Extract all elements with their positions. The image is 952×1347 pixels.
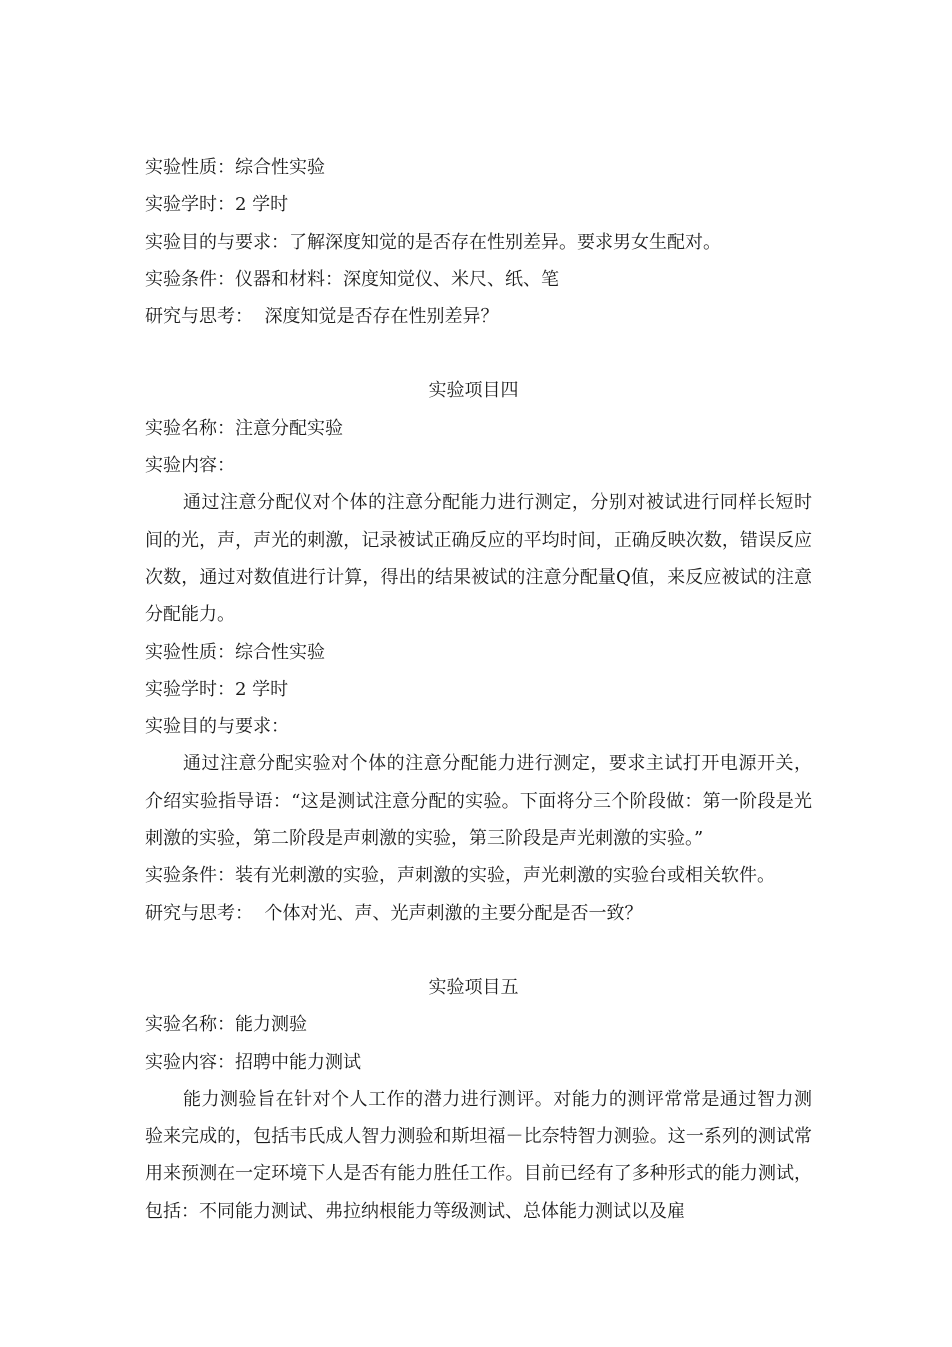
project4-conditions: 实验条件：装有光刺激的实验，声刺激的实验，声光刺激的实验台或相关软件。 [145,865,775,887]
project4-heading: 实验项目四 [428,380,519,402]
project4-name: 实验名称：注意分配实验 [145,417,343,439]
project5-content: 实验内容：招聘中能力测试 [145,1051,361,1073]
spacer [145,932,812,969]
experiment-goal: 实验目的与要求：了解深度知觉的是否存在性别差异。要求男女生配对。 [145,231,721,253]
spacer [145,335,812,372]
project4-content-text: 通过注意分配仪对个体的注意分配能力进行测定，分别对被试进行同样长短时间的光，声，声光的刺激，记录被试正确反应的平均时间，正确反映次数，错误反应次数，通过对数值进行计算，得出的结果被试的注意分配量Q值，来反应被试的注意分配能力。 [145,492,812,626]
project4-nature: 实验性质：综合性实验 [145,641,325,663]
experiment-hours: 实验学时：2 学时 [145,194,289,216]
project5-heading: 实验项目五 [428,976,519,998]
experiment-research: 研究与思考： 深度知觉是否存在性别差异？ [145,306,499,328]
project5-name: 实验名称：能力测验 [145,1014,307,1036]
project4-hours: 实验学时：2 学时 [145,678,289,700]
experiment-conditions: 实验条件：仪器和材料：深度知觉仪、米尺、纸、笔 [145,268,559,290]
experiment-nature: 实验性质：综合性实验 [145,157,325,178]
project4-goal-text: 通过注意分配实验对个体的注意分配能力进行测定，要求主试打开电源开关，介绍实验指导语：“这是测试注意分配的实验。下面将分三个阶段做：第一阶段是光刺激的实验，第二阶段是声刺激的实验，第三阶段是声光刺激的实验。” [145,753,812,850]
project4-research: 研究与思考： 个体对光、声、光声刺激的主要分配是否一致？ [145,902,643,924]
project5-content-text: 能力测验旨在针对个人工作的潜力进行测评。对能力的测评常常是通过智力测验来完成的，包括韦氏成人智力测验和斯坦福－比奈特智力测验。这一系列的测试常用来预测在一定环境下人是否有能力胜任工作。目前已经有了多种形式的能力测试，包括：不同能力测试、弗拉纳根能力等级测试、总体能力测试以及雇 [145,1088,812,1222]
project4-content-label: 实验内容： [145,455,235,477]
project4-goal-label: 实验目的与要求： [145,716,289,738]
